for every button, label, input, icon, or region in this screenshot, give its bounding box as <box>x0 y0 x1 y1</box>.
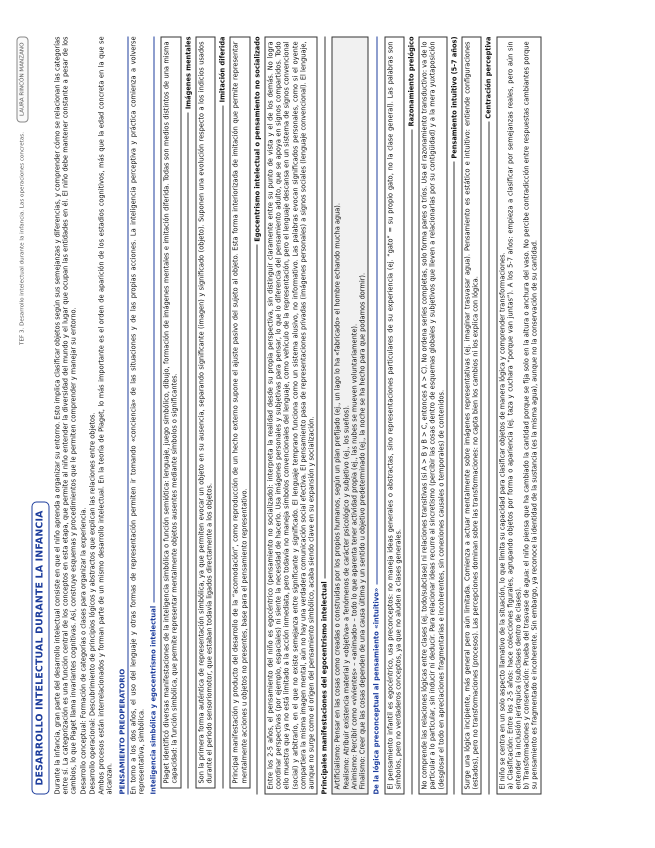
subsection-heading-preconceptual <box>373 37 381 795</box>
box-centracion-perceptiva <box>496 37 541 795</box>
section-heading-preoperatorio: PENSAMIENTO PREOPERATORIO <box>119 37 128 795</box>
author-badge: LAURA RINCÓN MANZANO <box>16 37 28 123</box>
heading-imagenes-mentales <box>184 37 192 789</box>
centracion-paragraph: El niño se centra en un solo aspecto llamativo de la situación, lo que limita su capacidad para clasificar objetos de manera lógica y comprender transformaciones. <box>498 252 507 790</box>
page-title: DESARROLLO INTELECTUAL DURANTE LA INFANCIA <box>32 501 50 794</box>
box-manifestaciones <box>332 37 369 795</box>
heading-imitacion-diferida-label: Imitación diferida <box>218 36 227 103</box>
item-artificialismo: Artificialismo: Pensar en las cosas como creadas o construidas por los propios humanos, según un plan prefijado (ej., un lago lo ha «fabricado» el hombre echando mucha agua). <box>333 203 342 790</box>
document-page <box>10 15 645 835</box>
subsection-heading-simbolica <box>150 37 158 795</box>
intro-conclusion: Ambos procesos están interrelacionados y forman parte de un mismo desarrollo intelectual. En la teoría de Piaget, lo más importante es el orden de aparición de los estadios cognitivos, más que la edad concreta en la que se alcanzan. <box>97 36 114 795</box>
item-realismo: Realismo: Atribuir existencia material y «objetiva» a fenómenos de carácter psicológico y subjetivo (ej., los sueños). <box>342 405 351 790</box>
intro-paragraph: Durante la infancia, gran parte del desarrollo intelectual consiste en que el niño aprenda a organizar su entorno. Esto implica clasificar objetos según sus semejanzas y diferencias, y comprender cómo se relacionan las categorías entre sí. La categorización es una función central de los conceptos en esta etapa, que permite al niño entender la diversidad del mundo y el lugar que ocupan las entidades en él. El niño debe mantener constante a pesar de los cambios, lo que Piaget llama invariantes cognitivas. Así, construye esquemas y procedimientos que le permiten comprender y manejar su entorno. <box>53 36 78 795</box>
heading-pensamiento-intuitivo <box>450 37 458 795</box>
heading-centracion-perceptiva-label: Centración perceptiva <box>484 36 493 119</box>
heading-centracion-perceptiva <box>485 37 493 795</box>
desarrollo-conceptual: Desarrollo conceptual: Formación de categorías o clases para organizar la experiencia. <box>79 507 88 795</box>
heading-razonamiento-prelogico-label: Razonamiento prelógico <box>407 36 416 127</box>
box-pensamiento-intuitivo: Surge una lógica incipiente, más general pero aún limitada. Comienza a actuar mentalmente sobre imágenes representativas (ej. imaginar trasvasar agua). Pensamiento es estático e intuitivo: entiende configuraciones (estados), pero no transformaciones (procesos). Las percepciones dominan sobre las transformaciones: no capta bien los cambios ni los explica con lógica. <box>461 37 481 795</box>
centracion-conservacion: b) Transformaciones y conservación: Prueba del trasvase de agua: el niño piensa que ha cambiado la cantidad porque se fija solo en la altura o anchura del vaso. No percibe contradicción entre respuestas cambiantes porque su pensamiento es fragmentado e incoherente. Sin embargo, ya reconoce la identidad de la sustancia (es la misma agua), aunque no la conservación de su cantidad. <box>522 41 539 790</box>
box-funcion-simbolica: Piaget identificó diversas manifestaciones de la inteligencia simbólica o función semiótica: lenguaje, juego simbólico, dibujo, formación de imágenes mentales e imitación diferida. Todas son medios distintos de una misma capacidad: la función simbólica, que permite representar mentalmente objetos ausentes mediante símbolos o significantes. <box>161 37 181 789</box>
box-preconceptos: El pensamiento infantil es egocéntrico, usa preconceptos: no maneja ideas generales o abstractas, sino representaciones particulares de su experiencia (ej. “gato” = su propio gato, no la clase general). Las palabras son símbolos, pero no verdaderos conceptos, ya que no aluden a clases generales. <box>384 37 404 795</box>
heading-imagenes-mentales-label: Imágenes mentales <box>184 36 193 110</box>
heading-manifestaciones <box>321 37 329 795</box>
preop-paragraph: En torno a los dos años, el uso del lenguaje y otras formas de representación permiten ir tomando «conciencia» de las situaciones y de las propias acciones. La inteligencia perceptiva y práctica comienza a volverse representativa, simbólica. <box>129 36 146 795</box>
box-razonamiento-prelogico: No comprende las relaciones lógicas entre clases (ej. todo/subclase) ni relaciones transitivas (si A > B y B > C, entonces A > C). No ordena series completas, solo forma pares o tríos. Usa el razonamiento transductivo: va de lo particular a lo particular, sin inducir ni deducir. Para relacionar ideas recurre al sincretismo (percibir las cosas dentro de esquemas globales y subjetivos que lleven a relacionarlas por su contigüidad) y a la mera yuxtaposición (desglosar el todo en apreciaciones fragmentarias e incoherentes, sin conexiones causales o temporales) de contenidos. <box>419 37 448 795</box>
centracion-clasificacion: a) Clasificación: Entre los 2-5 años: hace colecciones figurales, agrupando objetos por forma o apariencia (ej. taza y cuchara “porque van juntas”). A los 5-7 años: empieza a clasificar por semejanzas reales, pero aún sin entender la inclusión jerárquica (subclases dentro de clases). <box>506 41 523 790</box>
subsection-heading-preconceptual-label: De la lógica preconceptual al pensamiento «intuitivo» <box>372 587 381 795</box>
heading-pensamiento-intuitivo-label: Pensamiento intuitivo (5-7 años) <box>450 36 459 159</box>
running-title: TEF 3. Desarrollo intelectual durante la infancia. Las operaciones concretas. <box>19 132 26 345</box>
running-header <box>16 37 30 795</box>
box-imitacion-diferida: Principal manifestación y producto del desarrollo de la “acomodación”, como reproducción de un hecho externo supone el ajuste pasivo del sujeto al objeto. Esta forma interiorizada de imitación que permite representar mentalmente acciones u objetos no presentes, base para el pensamiento representativo. <box>230 37 250 789</box>
subsection-heading-simbolica-label: Inteligencia simbólica y egocentrismo intelectual <box>149 605 158 795</box>
desarrollo-operacional: Desarrollo operacional: Descubrimiento de principios lógicos y abstractos que explican las relaciones entre objetos. <box>88 412 97 795</box>
heading-egocentrismo <box>253 37 261 795</box>
heading-manifestaciones-label: Principales manifestaciones del egocentrismo intelectual <box>320 581 329 795</box>
box-egocentrismo: Entre los 2-5 años, el pensamiento del niño es egocéntrico (pensamiento no socializado): interpreta la realidad desde su propia perspectiva, sin distinguir claramente entre su punto de vista y el de los demás. No logra coordinar perspectivas (por ejemplo, espaciales) ni siente la necesidad de hacerlo. Usa imágenes personales y subjetivas para pensar, lo que lo diferencia del pensamiento adulto, que se apoya en signos compartidos. Todo ello muestra que ya no está limitado a la acción inmediata, pero todavía no maneja símbolos convencionales del lenguaje, como vehículo de la representación, pero el lenguaje descansa en un sistema de signos convencional (social) y arbitrario, en el que no existe semejanza entre significante y significado. El lenguaje temprano funciona como un sistema alusivo, no informativo. Las palabras evocan significados personales, como si el oyente compartiera la misma imagen mental, aún no hay una verdadera comunicación social efectiva. El pensamiento pasa de representaciones privadas (imágenes personales) a signos sociales (lenguaje convencional). El lenguaje, aunque no surge como el origen del pensamiento simbólico, acaba siendo clave en su expansión y socialización. <box>265 37 318 795</box>
heading-razonamiento-prelogico <box>407 37 415 795</box>
box-imagenes-mentales: Son la primera forma auténtica de representación simbólica, ya que permiten evocar un objeto en su ausencia, separando significante (imagen) y significado (objeto). Suponen una evolución respecto a los indicios usados durante el periodo sensoriomotor, que estaban todavía ligados directamente a los objetos. <box>195 37 215 789</box>
item-finalismo: Finalismo: Creer que las cosas dependen de una causa última y un sentido u objetivo predeterminado (ej., la noche se ha hecho para que podamos dormir). <box>358 272 367 790</box>
item-animismo: Animismo: Percibir como «vivientes» – «animado» – todo lo que aparenta tener actividad propia (ej., las nubes se mueven voluntariamente). <box>350 323 359 790</box>
heading-imitacion-diferida <box>219 37 227 789</box>
heading-egocentrismo-label: Egocentrismo intelectual o pensamiento no socializado <box>253 36 262 242</box>
